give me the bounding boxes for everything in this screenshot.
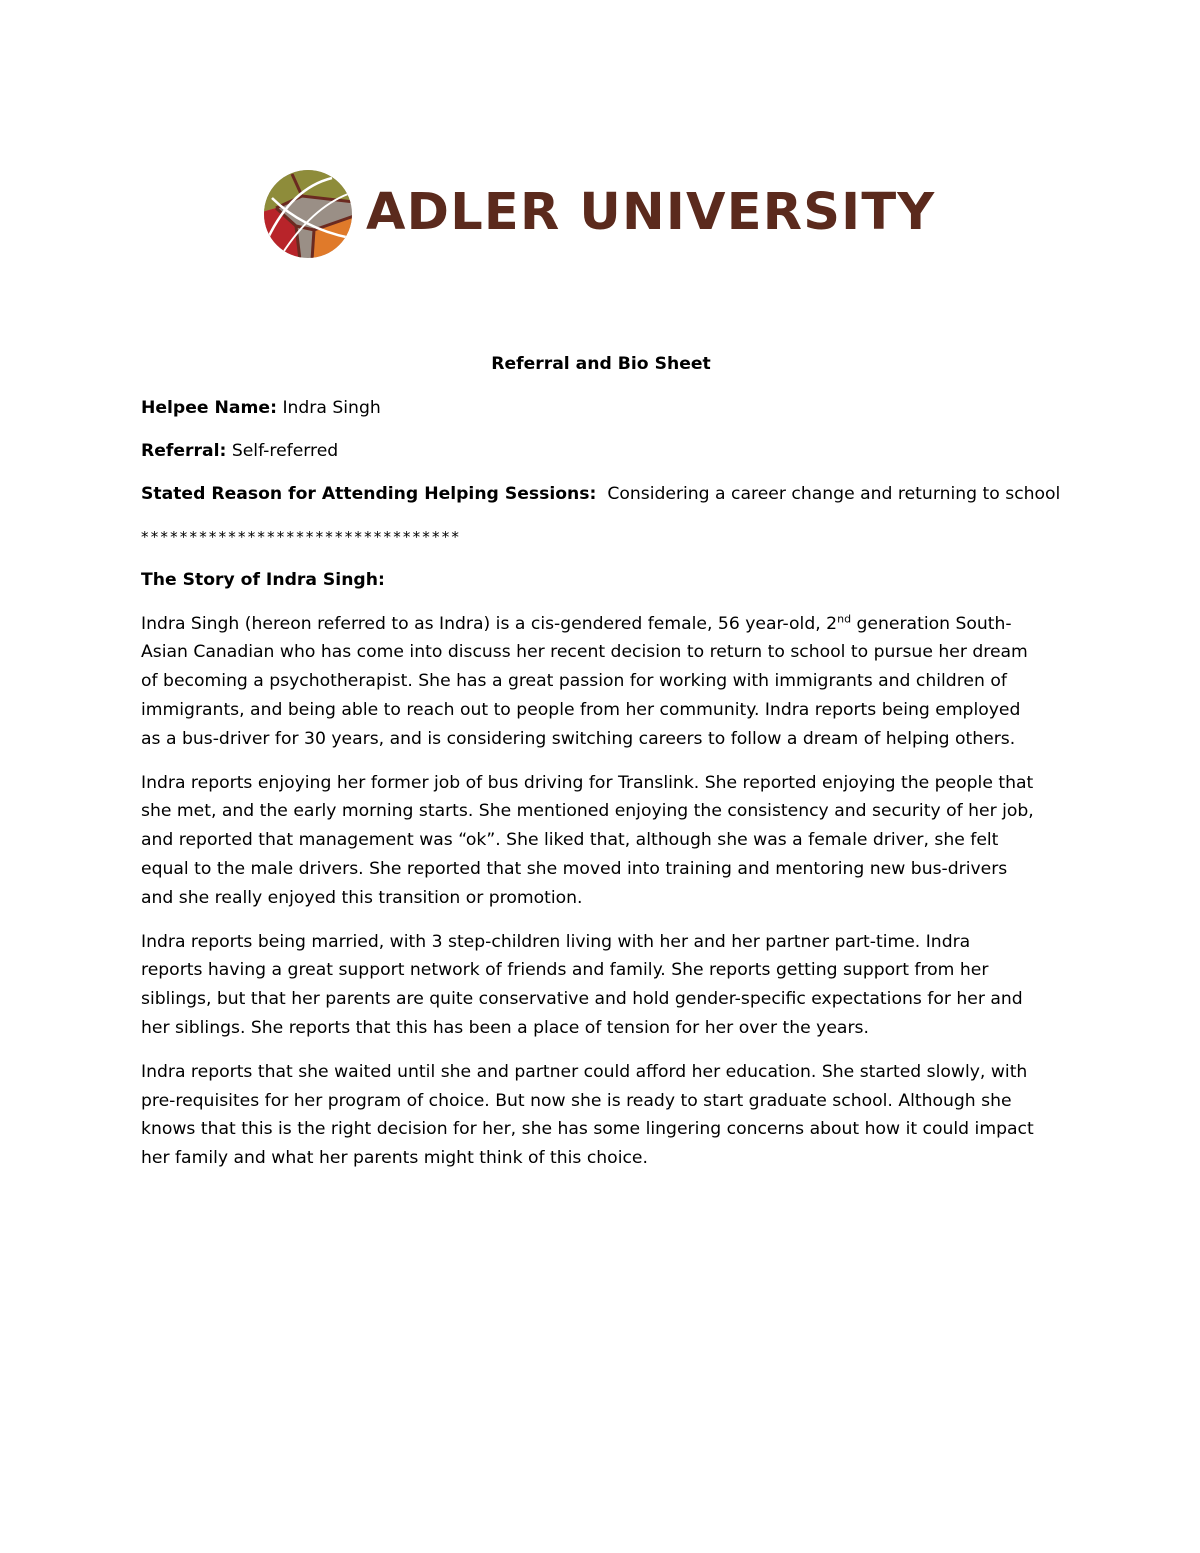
paragraph-4	[141, 1058, 1061, 1173]
referral-field	[141, 437, 1061, 466]
paragraph-line: equal to the male drivers. She reported that she moved into training and mentoring new bus-drivers	[141, 858, 1008, 879]
paragraph-line: her siblings. She reports that this has been a place of tension for her over the years.	[141, 1017, 869, 1038]
paragraph-line: and reported that management was “ok”. She liked that, although she was a female driver, she felt	[141, 830, 999, 851]
paragraph-line: and she really enjoyed this transition or promotion.	[141, 887, 583, 908]
paragraph-line: Indra reports that she waited until she and partner could afford her education. She started slowly, with	[141, 1062, 1028, 1083]
document-title: Referral and Bio Sheet	[491, 354, 711, 374]
ordinal-suffix: nd	[837, 611, 852, 625]
paragraph-line: pre-requisites for her program of choice. But now she is ready to start graduate school. Although she	[141, 1090, 1012, 1111]
paragraph-line: Indra reports enjoying her former job of bus driving for Translink. She reported enjoying the people that	[141, 772, 1034, 793]
helpee-name-field	[141, 394, 1061, 423]
paragraph-1-line-1-start: Indra Singh (hereon referred to as Indra) is a cis-gendered female, 56 year-old, 2	[141, 613, 838, 634]
paragraph-line	[141, 610, 1061, 639]
paragraph-3	[141, 928, 1061, 1043]
stated-reason-field	[141, 480, 1061, 509]
document-body	[141, 350, 1061, 1188]
helpee-name-value: Indra Singh	[282, 397, 381, 418]
separator-line: *********************************	[141, 528, 462, 547]
paragraph-line: Indra reports being married, with 3 step-children living with her and her partner part-time. Indra	[141, 931, 971, 952]
paragraph-1-line-1-end: generation South-	[851, 613, 1012, 634]
paragraph-line: of becoming a psychotherapist. She has a great passion for working with immigrants and children of	[141, 671, 1007, 692]
paragraph-line: her family and what her parents might think of this choice.	[141, 1148, 648, 1169]
paragraph-line: knows that this is the right decision for her, she has some lingering concerns about how it could impact	[141, 1119, 1034, 1140]
paragraph-1	[141, 610, 1061, 754]
paragraph-line: siblings, but that her parents are quite conservative and hold gender-specific expectations for her and	[141, 989, 1023, 1010]
paragraph-line: reports having a great support network of friends and family. She reports getting support from her	[141, 960, 989, 981]
paragraph-line: as a bus-driver for 30 years, and is considering switching careers to follow a dream of helping others.	[141, 728, 1016, 749]
paragraph-line: Asian Canadian who has come into discuss her recent decision to return to school to pursue her dream	[141, 642, 1028, 663]
helpee-name-label: Helpee Name:	[141, 397, 277, 418]
adler-university-logo	[262, 168, 936, 260]
stated-reason-label: Stated Reason for Attending Helping Sessions:	[141, 484, 597, 505]
paragraph-line: immigrants, and being able to reach out to people from her community. Indra reports being employed	[141, 699, 1021, 720]
adler-logo-emblem-icon	[262, 168, 354, 260]
paragraph-2	[141, 769, 1061, 913]
referral-label: Referral:	[141, 440, 227, 461]
logo-wordmark: ADLER UNIVERSITY	[366, 183, 936, 242]
stated-reason-value: Considering a career change and returning to school	[607, 484, 1061, 505]
referral-value: Self-referred	[231, 440, 339, 461]
paragraph-line: she met, and the early morning starts. She mentioned enjoying the consistency and security of her job,	[141, 801, 1034, 822]
story-heading: The Story of Indra Singh:	[141, 570, 385, 591]
